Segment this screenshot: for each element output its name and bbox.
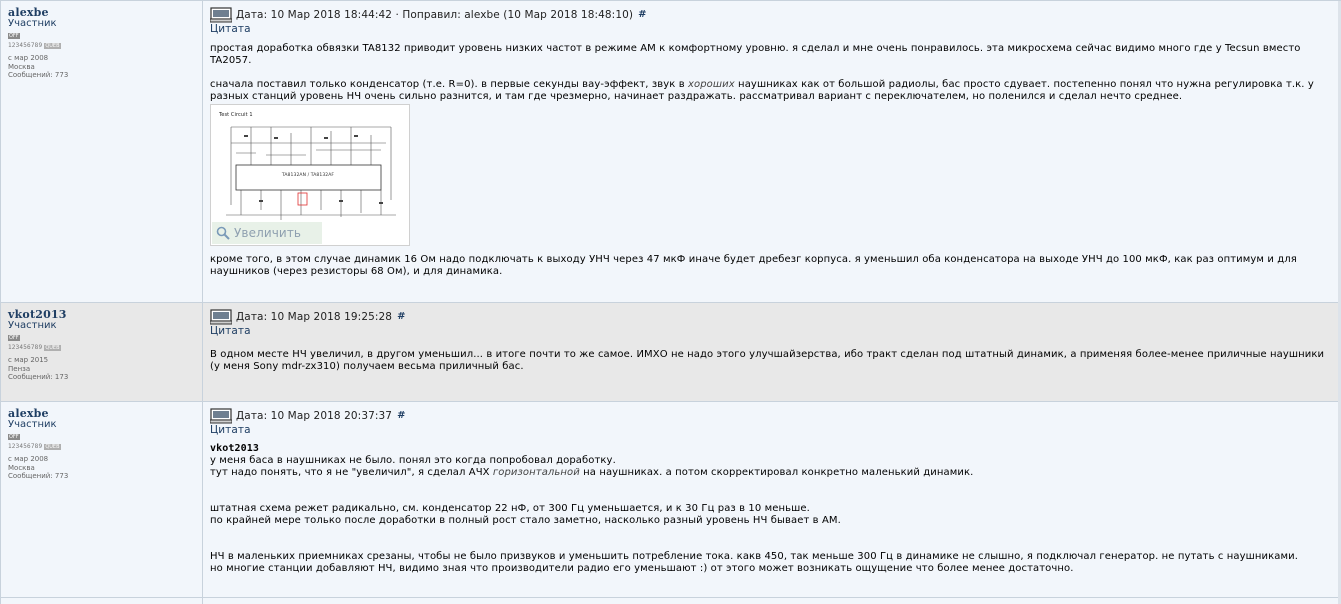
post-header <box>210 6 1336 24</box>
reputation-tag: QUEB <box>45 42 60 49</box>
post-content <box>203 598 1341 604</box>
computer-icon <box>210 7 232 23</box>
author-joined: с мар 2008 <box>8 455 49 463</box>
author-message-count: Сообщений: 773 <box>8 71 69 79</box>
post-header <box>210 407 1336 425</box>
reputation-bar <box>8 442 202 451</box>
author-meta <box>8 356 202 382</box>
post-date: Дата: 10 Мар 2018 20:37:37 <box>236 410 393 422</box>
author-rank: Участник <box>8 419 57 430</box>
post-content <box>203 303 1341 401</box>
post-paragraph: В одном месте НЧ увеличил, в другом уменьшил... в итоге почти то же самое. ИМХО не надо этого улучшайзерства, ибо тракт сделан под штатный динамик, а применяя более-менее приличные наушники (у меня Sony mdr-zx310) получаем весьма приличный бас. <box>210 349 1325 372</box>
author-nickname[interactable]: vkot2013 <box>8 308 67 321</box>
post-paragraph: простая доработка обвязки TA8132 приводит уровень низких частот в режиме АМ к комфортному уровню. я сделал и мне очень понравилось. эта микросхема сейчас видимо много где у Tecsun вместо TA2057. <box>210 43 1301 66</box>
author-message-count: Сообщений: 773 <box>8 472 69 480</box>
post-paragraph <box>210 79 1336 103</box>
author-meta <box>8 54 202 80</box>
post-text: наушниках как от большой радиолы, бас просто сдувает. постепенно понял что нужна регулировка т.к. у разных станций уровень НЧ очень сильно разнится, и там где чрезмерно, начинает раздражать. рассматривал вариант с переключателем, но поленился и сделал нечто среднее. <box>210 79 1314 102</box>
author-panel <box>1 303 203 401</box>
post-line: но многие станции добавляют НЧ, видимо зная что производители радио его уменьшают :) от этого может возникать ощущение что более менее достаточно. <box>210 563 1074 574</box>
author-panel <box>1 598 203 604</box>
author-panel <box>1 402 203 597</box>
post-permalink[interactable]: # <box>638 9 647 20</box>
post-content <box>203 1 1341 302</box>
status-badge: OFF <box>9 335 19 341</box>
quoted-author: vkot2013 <box>210 443 259 454</box>
next-post-stub <box>1 598 1341 604</box>
post-date: Дата: 10 Мар 2018 19:25:28 <box>236 311 393 323</box>
italic-text: хороших <box>688 79 735 90</box>
author-joined: с мар 2008 <box>8 54 49 62</box>
forum-post <box>1 1 1341 303</box>
post-permalink[interactable]: # <box>397 311 406 322</box>
post-body <box>210 43 1336 278</box>
chip-label: TA8132AN / TA8132AF <box>281 173 335 178</box>
post-text: тут надо понять, что я не "увеличил", я сделал АЧХ <box>210 467 493 478</box>
reputation-tag: QUEB <box>45 344 60 351</box>
status-badge: OFF <box>9 33 19 39</box>
zoom-label: Увеличить <box>234 226 302 240</box>
reputation-numbers: 123456789 <box>8 42 43 49</box>
reputation-tag: QUEB <box>45 443 60 450</box>
author-rank: Участник <box>8 320 57 331</box>
italic-text: горизонтальной <box>492 467 580 478</box>
post-line: по крайней мере только после доработки в полный рост стало заметно, насколько разный уровень НЧ бывает в АМ. <box>210 515 841 526</box>
post-line <box>210 467 1336 479</box>
post-permalink[interactable]: # <box>397 410 406 421</box>
computer-icon <box>210 408 232 424</box>
quote-link[interactable]: Цитата <box>210 424 251 436</box>
quote-link[interactable]: Цитата <box>210 325 251 337</box>
zoom-button[interactable] <box>212 222 322 244</box>
reputation-bar <box>8 41 202 50</box>
post-date: Дата: 10 Мар 2018 18:44:42 · Поправил: alexbe (10 Мар 2018 18:48:10) <box>236 9 634 21</box>
author-city: Москва <box>8 62 35 71</box>
forum-post <box>1 303 1341 402</box>
author-nickname[interactable]: alexbe <box>8 6 49 19</box>
author-rank: Участник <box>8 18 57 29</box>
post-header <box>210 308 1336 326</box>
author-city: Пенза <box>8 364 31 373</box>
status-badge: OFF <box>9 434 19 440</box>
magnifier-icon <box>216 226 230 240</box>
quote-link[interactable]: Цитата <box>210 23 251 35</box>
post-content <box>203 402 1341 597</box>
post-text: сначала поставил только конденсатор (т.е. R=0). в первые секунды вау-эффект, звук в <box>210 79 688 90</box>
forum-post <box>1 402 1341 598</box>
author-nickname[interactable]: alexbe <box>8 407 49 420</box>
author-meta <box>8 455 202 481</box>
post-line: НЧ в маленьких приемниках срезаны, чтобы не было призвуков и уменьшить потребление тока. какв 450, так меньше 300 Гц в динамике не слышно, я подключал генератор. не путать с наушниками. <box>210 551 1298 562</box>
post-line: штатная схема режет радикально, см. конденсатор 22 нФ, от 300 Гц уменьшается, и к 30 Гц раз в 10 меньше. <box>210 503 810 514</box>
post-body <box>210 443 1336 575</box>
circuit-title: Test Circuit 1 <box>219 112 253 118</box>
author-panel <box>1 1 203 302</box>
reputation-numbers: 123456789 <box>8 443 43 450</box>
post-text: на наушниках. а потом скорректировал конкретно маленький динамик. <box>579 467 974 478</box>
reputation-numbers: 123456789 <box>8 344 43 351</box>
post-line: у меня баса в наушниках не было. понял это когда попробовал доработку. <box>210 455 616 466</box>
author-joined: с мар 2015 <box>8 356 49 364</box>
reputation-bar <box>8 343 202 352</box>
post-paragraph: кроме того, в этом случае динамик 16 Ом надо подключать к выходу УНЧ через 47 мкФ иначе будет дребезг корпуса. я уменьшил оба конденсатора на выходе УНЧ до 100 мкФ, как раз оптимум и для наушников (через резисторы 68 Ом), и для динамика. <box>210 254 1297 277</box>
computer-icon <box>210 309 232 325</box>
circuit-image[interactable] <box>210 104 410 246</box>
author-message-count: Сообщений: 173 <box>8 373 69 381</box>
post-body <box>210 349 1336 373</box>
author-city: Москва <box>8 463 35 472</box>
